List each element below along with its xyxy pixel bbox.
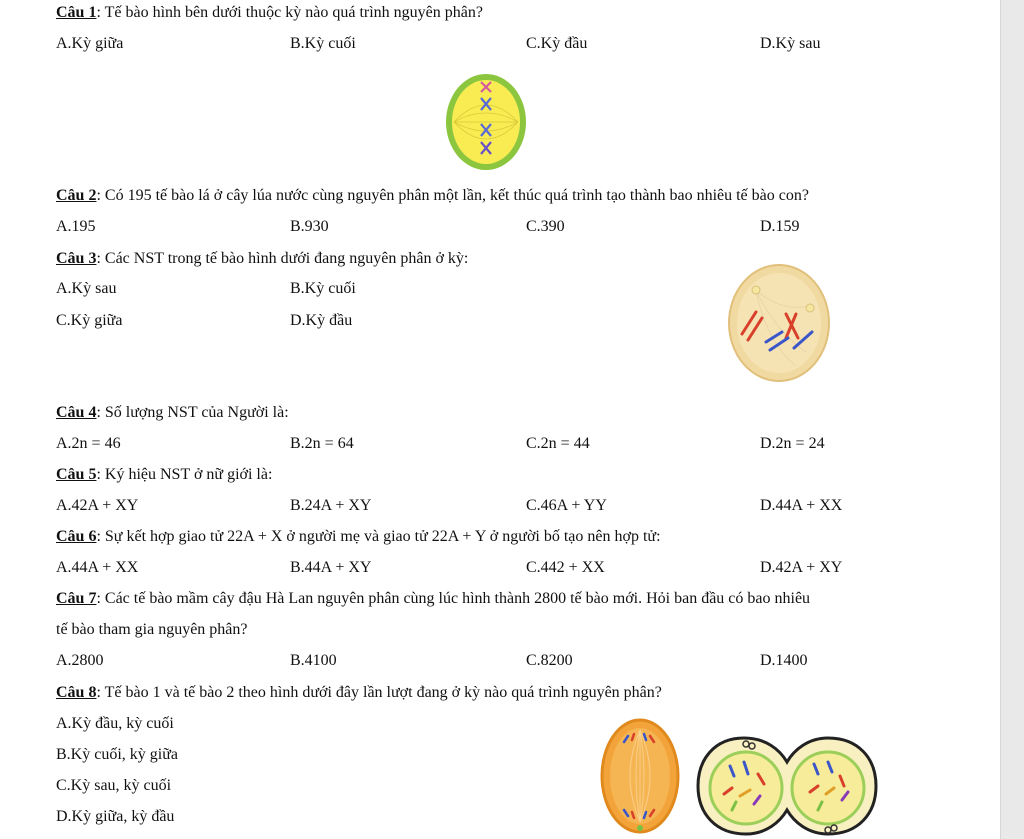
q1-option-b[interactable]: B.Kỳ cuối <box>290 35 356 52</box>
q1-option-c[interactable]: C.Kỳ đầu <box>526 35 588 52</box>
question-label: Câu 4 <box>56 404 97 421</box>
question-text: : Số lượng NST của Người là: <box>96 404 289 421</box>
q7-option-c[interactable]: C.8200 <box>526 652 573 669</box>
question-7-continued: tế bào tham gia nguyên phân? <box>56 621 248 638</box>
question-1 <box>56 4 483 22</box>
q2-option-c[interactable]: C.390 <box>526 218 565 235</box>
question-label: Câu 7 <box>56 590 97 607</box>
q6-option-d[interactable]: D.42A + XY <box>760 559 843 576</box>
question-label: Câu 2 <box>56 187 97 204</box>
question-text: : Các NST trong tế bào hình dưới đang nguyên phân ở kỳ: <box>96 250 469 267</box>
q2-option-d[interactable]: D.159 <box>760 218 800 235</box>
question-text: : Tế bào hình bên dưới thuộc kỳ nào quá trình nguyên phân? <box>96 4 483 21</box>
question-text: : Các tế bào mầm cây đậu Hà Lan nguyên phân cùng lúc hình thành 2800 tế bào mới. Hỏi ban đầu có bao nhiêu <box>96 590 811 607</box>
window-side-panel <box>1000 0 1024 839</box>
q3-option-b[interactable]: B.Kỳ cuối <box>290 280 356 297</box>
q3-option-d[interactable]: D.Kỳ đầu <box>290 312 353 329</box>
q4-option-b[interactable]: B.2n = 64 <box>290 435 354 452</box>
question-4 <box>56 404 289 422</box>
q6-option-b[interactable]: B.44A + XY <box>290 559 372 576</box>
q7-option-d[interactable]: D.1400 <box>760 652 808 669</box>
question-label: Câu 1 <box>56 4 97 21</box>
q5-option-d[interactable]: D.44A + XX <box>760 497 843 514</box>
centrosome <box>752 286 760 294</box>
question-7 <box>56 590 810 608</box>
q3-option-c[interactable]: C.Kỳ giữa <box>56 312 123 329</box>
figure-prophase-cell <box>726 262 832 384</box>
daughter-nucleus-left <box>710 752 782 824</box>
q8-option-b[interactable]: B.Kỳ cuối, kỳ giữa <box>56 746 178 763</box>
q5-option-a[interactable]: A.42A + XY <box>56 497 139 514</box>
q8-option-c[interactable]: C.Kỳ sau, kỳ cuối <box>56 777 172 794</box>
q4-option-c[interactable]: C.2n = 44 <box>526 435 590 452</box>
q1-option-a[interactable]: A.Kỳ giữa <box>56 35 124 52</box>
q3-option-a[interactable]: A.Kỳ sau <box>56 280 117 297</box>
figure-metaphase-cell <box>440 68 532 174</box>
q4-option-a[interactable]: A.2n = 46 <box>56 435 121 452</box>
centrosome <box>806 304 814 312</box>
question-text: : Ký hiệu NST ở nữ giới là: <box>96 466 273 483</box>
q8-option-a[interactable]: A.Kỳ đầu, kỳ cuối <box>56 715 174 732</box>
q7-option-a[interactable]: A.2800 <box>56 652 104 669</box>
q4-option-d[interactable]: D.2n = 24 <box>760 435 825 452</box>
q5-option-b[interactable]: B.24A + XY <box>290 497 372 514</box>
question-label: Câu 8 <box>56 684 97 701</box>
question-label: Câu 6 <box>56 528 97 545</box>
q8-option-d[interactable]: D.Kỳ giữa, kỳ đầu <box>56 808 175 825</box>
q1-option-d[interactable]: D.Kỳ sau <box>760 35 821 52</box>
question-label: Câu 3 <box>56 250 97 267</box>
question-label: Câu 5 <box>56 466 97 483</box>
question-text: : Tế bào 1 và tế bào 2 theo hình dưới đây lần lượt đang ở kỳ nào quá trình nguyên phân? <box>96 684 662 701</box>
centrosome <box>637 825 643 831</box>
q2-option-a[interactable]: A.195 <box>56 218 96 235</box>
question-3 <box>56 250 468 268</box>
question-8 <box>56 684 662 702</box>
q7-option-b[interactable]: B.4100 <box>290 652 337 669</box>
question-text: : Sự kết hợp giao tử 22A + X ở người mẹ và giao tử 22A + Y ở người bố tạo nên hợp tử: <box>96 528 661 545</box>
question-2 <box>56 187 809 205</box>
question-5 <box>56 466 272 484</box>
q5-option-c[interactable]: C.46A + YY <box>526 497 607 514</box>
q6-option-a[interactable]: A.44A + XX <box>56 559 139 576</box>
figure-cell-1 <box>598 716 684 836</box>
question-6 <box>56 528 661 546</box>
figure-cell-2 <box>694 734 880 838</box>
q6-option-c[interactable]: C.442 + XX <box>526 559 605 576</box>
q2-option-b[interactable]: B.930 <box>290 218 329 235</box>
question-text: : Có 195 tế bào lá ở cây lúa nước cùng nguyên phân một lần, kết thúc quá trình tạo thành bao nhiêu tế bào con? <box>96 187 809 204</box>
